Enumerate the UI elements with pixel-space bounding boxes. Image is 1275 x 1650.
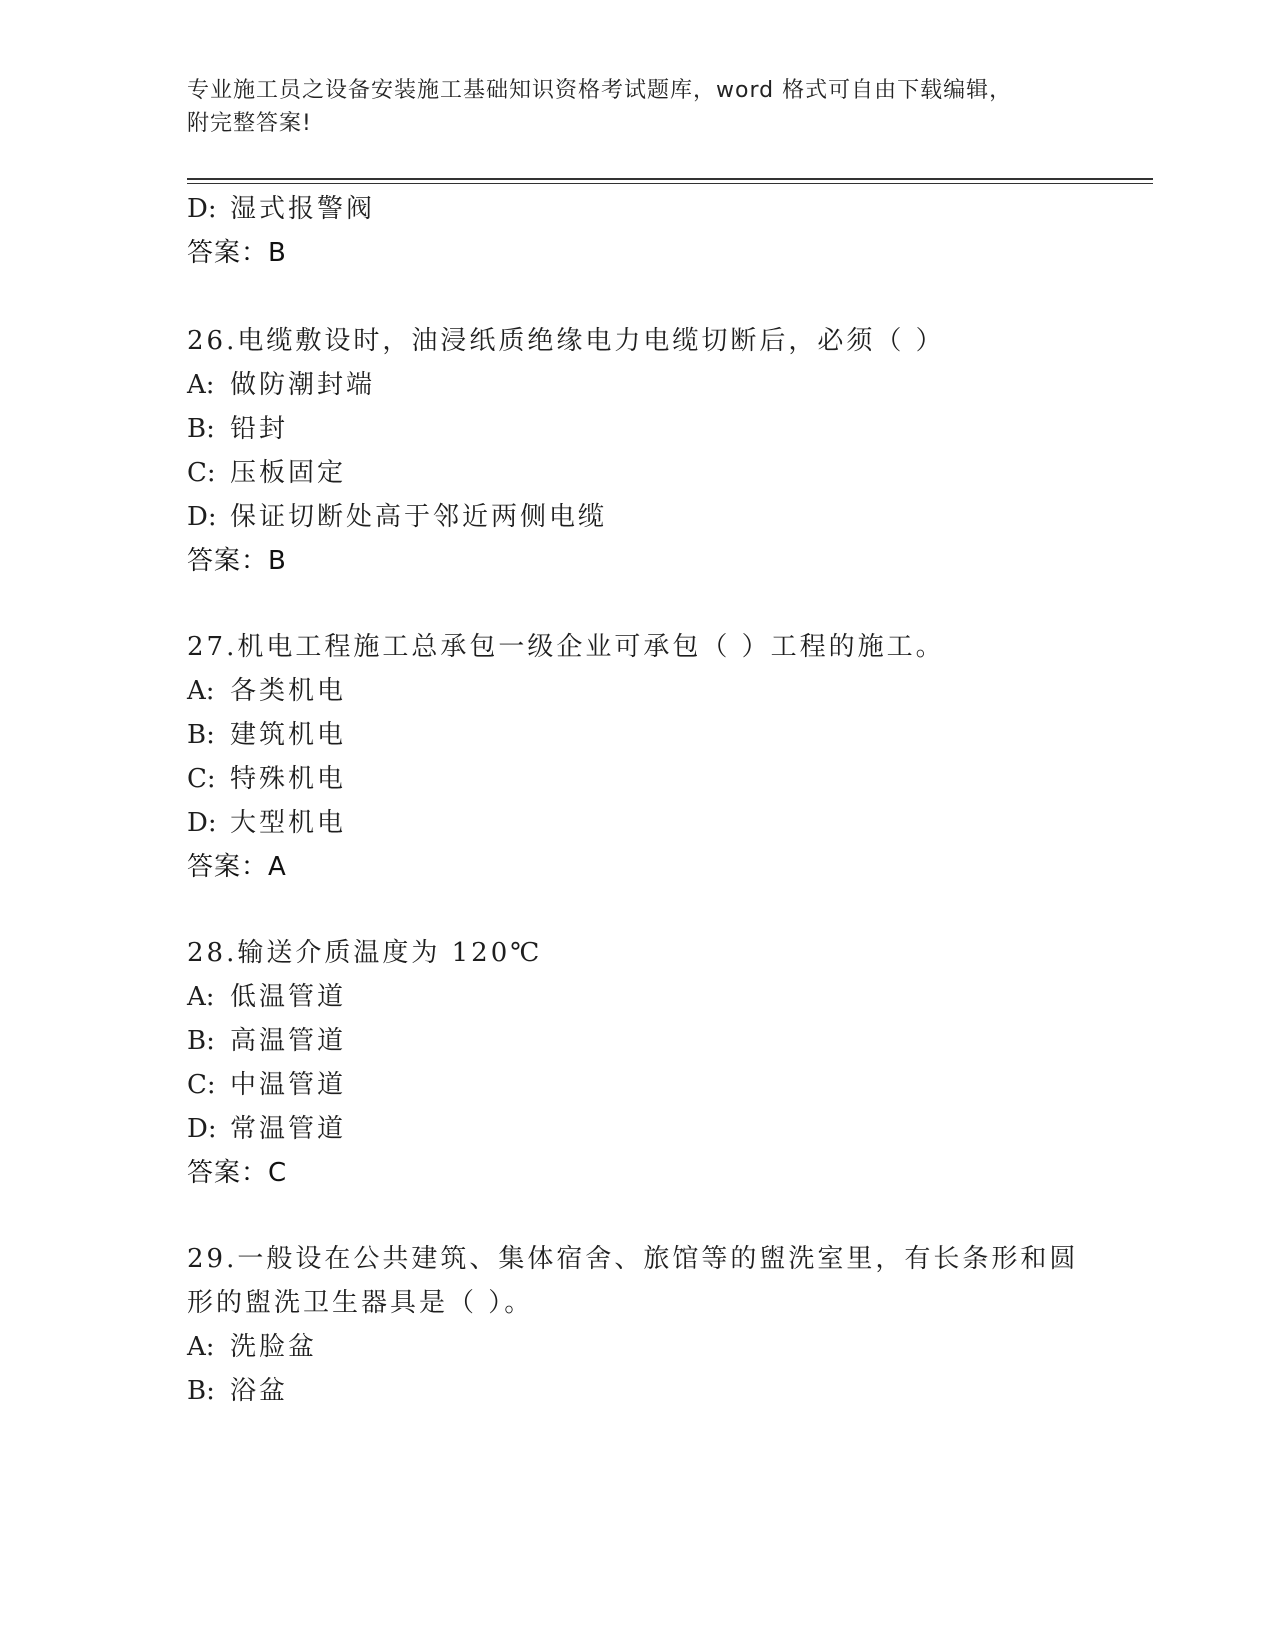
answer-value: C [268, 1158, 288, 1188]
option-text: 铅封 [230, 414, 289, 444]
question-29-option-b [187, 1374, 288, 1408]
option-label: B: [187, 1376, 215, 1406]
question-29-option-a [187, 1330, 317, 1364]
question-27-option-b [187, 718, 346, 752]
option-text: 各类机电 [230, 676, 347, 706]
answer-label: 答案： [187, 1158, 269, 1188]
question-27-option-d [187, 806, 346, 840]
answer-prev [187, 236, 287, 270]
option-text: 建筑机电 [230, 720, 347, 750]
question-28-option-c [187, 1068, 346, 1102]
option-text: 常温管道 [230, 1114, 347, 1144]
question-29-stem-line-2: 形的盥洗卫生器具是（ ）。 [187, 1288, 534, 1318]
answer-value: B [268, 238, 287, 268]
option-text: 特殊机电 [230, 764, 347, 794]
question-27-answer [187, 850, 287, 884]
answer-value: A [268, 852, 287, 882]
question-27-option-c [187, 762, 346, 796]
question-26-option-c [187, 456, 346, 490]
page-header [187, 74, 1067, 140]
question-26-option-d [187, 500, 607, 534]
question-28-option-a [187, 980, 346, 1014]
option-text: 保证切断处高于邻近两侧电缆 [230, 502, 608, 532]
option-label: D: [187, 1114, 217, 1144]
option-label: A: [187, 370, 215, 400]
question-27-option-a [187, 674, 346, 708]
question-26-option-b [187, 412, 288, 446]
option-label: B: [187, 414, 215, 444]
question-28-answer [187, 1156, 287, 1190]
answer-label: 答案： [187, 546, 269, 576]
question-28-option-d [187, 1112, 346, 1146]
option-label: A: [187, 676, 215, 706]
question-26-stem: 26.电缆敷设时，油浸纸质绝缘电力电缆切断后，必须（ ） [187, 326, 945, 356]
option-label: B: [187, 1026, 215, 1056]
header-title-line-2: 附完整答案! [187, 111, 312, 136]
option-text: 大型机电 [230, 808, 347, 838]
option-text: 浴盆 [230, 1376, 289, 1406]
option-label: C: [187, 764, 216, 794]
option-label: D: [187, 808, 217, 838]
option-label: C: [187, 458, 216, 488]
answer-label: 答案： [187, 238, 269, 268]
option-text: 做防潮封端 [230, 370, 376, 400]
header-divider [187, 178, 1153, 184]
option-d-prev [187, 192, 375, 226]
question-26-answer [187, 544, 287, 578]
option-text: 压板固定 [230, 458, 347, 488]
question-27-stem: 27.机电工程施工总承包一级企业可承包（ ）工程的施工。 [187, 632, 945, 662]
option-text: 洗脸盆 [230, 1332, 318, 1362]
option-label: D: [187, 194, 217, 224]
option-label: D: [187, 502, 217, 532]
option-text: 湿式报警阀 [230, 194, 376, 224]
question-28-stem: 28.输送介质温度为 120℃ [187, 938, 543, 968]
option-label: C: [187, 1070, 216, 1100]
answer-value: B [268, 546, 287, 576]
question-29-stem-line-1: 29.一般设在公共建筑、集体宿舍、旅馆等的盥洗室里，有长条形和圆 [187, 1244, 1079, 1274]
option-label: B: [187, 720, 215, 750]
answer-label: 答案： [187, 852, 269, 882]
question-28-option-b [187, 1024, 346, 1058]
option-text: 低温管道 [230, 982, 347, 1012]
header-title-line-1: 专业施工员之设备安装施工基础知识资格考试题库，word 格式可自由下载编辑， [187, 78, 1013, 103]
question-26-option-a [187, 368, 375, 402]
option-label: A: [187, 1332, 215, 1362]
option-text: 高温管道 [230, 1026, 347, 1056]
option-label: A: [187, 982, 215, 1012]
option-text: 中温管道 [230, 1070, 347, 1100]
